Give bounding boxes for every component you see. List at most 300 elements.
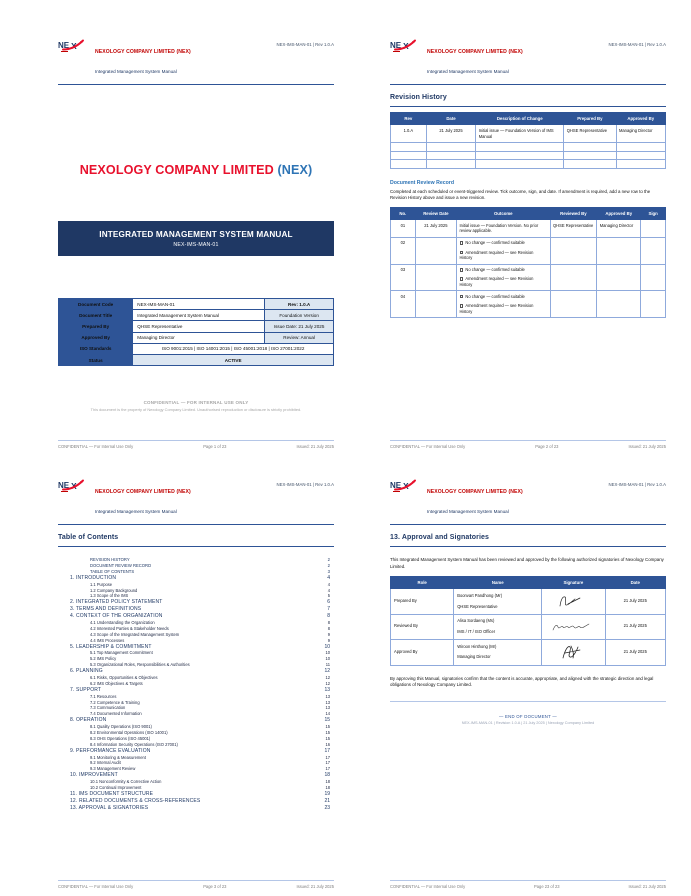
page-header — [48, 28, 344, 79]
toc-label: 9.1 Monitoring & Measurement — [90, 754, 146, 760]
toc-page: 14 — [325, 711, 330, 717]
toc-label: 8.4 Information Security Operations (ISO 27001) — [90, 741, 178, 747]
toc-page: 8 — [327, 620, 330, 625]
toc-label: 5.2 IMS Policy — [90, 656, 117, 662]
signatories-table — [390, 576, 666, 665]
svg-text:X: X — [71, 481, 77, 491]
footer-row — [58, 444, 334, 449]
toc-page: 17 — [325, 766, 330, 772]
header-doc-ref: NEX-IMS-MAN-01 | Rev 1.0.A — [276, 482, 334, 487]
cell-empty — [616, 143, 666, 152]
page-footer — [58, 440, 334, 449]
page-3-table-of-contents — [48, 468, 344, 896]
brand-block — [390, 478, 609, 519]
col-sign: Sign — [641, 207, 666, 219]
toc-label: 3. TERMS AND DEFINITIONS — [70, 606, 142, 613]
toc-label: 1.3 Scope of the IMS — [90, 593, 129, 599]
cover-body — [48, 163, 344, 413]
toc-label: 12. RELATED DOCUMENTS & CROSS-REFERENCES — [70, 797, 201, 804]
cell-prepared-by: QHSE Representative — [564, 125, 616, 143]
toc-page: 13 — [325, 693, 330, 699]
toc-label: 4.2 Interested Parties & Stakeholder Needs — [90, 625, 169, 631]
cell-signature[interactable] — [542, 639, 605, 665]
signature-mark-icon — [551, 619, 595, 634]
footer-left: CONFIDENTIAL — For Internal Use Only — [390, 884, 466, 889]
signatory-name: Boonvart Pandhong (Mr) — [457, 592, 503, 598]
table-header-row — [391, 113, 666, 125]
toc-page: 15 — [325, 724, 330, 730]
signatory-name: Wiroon Hinthong (Mr) — [457, 643, 497, 649]
toc-entry[interactable] — [70, 626, 330, 631]
cell-role: Reviewed By — [391, 614, 454, 639]
toc-entry[interactable] — [70, 575, 330, 581]
cell-role: Approved By — [391, 639, 454, 665]
page-header — [48, 468, 344, 519]
toc-page: 10 — [325, 656, 330, 662]
toc-page: 2 — [327, 557, 330, 563]
cell-approved-by: Managing Director — [597, 220, 641, 238]
footer-center: Page 2 of 23 — [535, 444, 559, 449]
page-footer — [58, 880, 334, 889]
col-outcome: Outcome — [457, 207, 551, 219]
toc-page: 4 — [327, 587, 330, 593]
col-date: Date — [426, 113, 476, 125]
cell-date: 21 July 2025 — [605, 639, 666, 665]
meta-value-iso: ISO 9001:2015 | ISO 14001:2015 | ISO 45001:2018 | ISO 27001:2022 — [133, 343, 334, 354]
footer-center: Page 23 of 23 — [534, 884, 560, 889]
col-approved-by: Approved By — [597, 207, 641, 219]
toc-page: 17 — [324, 747, 330, 754]
toc-page: 19 — [324, 790, 330, 797]
toc-page: 6 — [327, 599, 330, 606]
meta-label: Document Title — [59, 310, 133, 321]
table-row — [59, 343, 334, 354]
signatory-title: IMS / IT / ISO Officer — [457, 628, 496, 634]
toc-label: 9.2 Internal Audit — [90, 760, 121, 766]
outcome-option[interactable] — [460, 240, 548, 246]
toc-entry[interactable] — [70, 755, 330, 760]
footer-center: Page 1 of 23 — [203, 444, 227, 449]
approval-section — [380, 534, 676, 725]
cell-date: 21 July 2025 — [605, 589, 666, 614]
toc-entry[interactable] — [70, 705, 330, 710]
cell-outcome — [457, 237, 551, 264]
table-row — [391, 143, 666, 152]
svg-text:NE: NE — [58, 481, 70, 490]
cell-review-date[interactable] — [415, 291, 456, 318]
page-title: Table of Contents — [58, 534, 119, 541]
cell-outcome: Initial issue — Foundation Version. No prior review applicable. — [457, 220, 551, 238]
table-row — [391, 264, 666, 291]
brand-subtitle: Integrated Management System Manual — [427, 509, 509, 514]
brand-company: NEXOLOGY COMPANY LIMITED (NEX) — [427, 489, 523, 495]
cell-name — [454, 589, 542, 614]
outcome-option[interactable] — [460, 303, 548, 314]
col-reviewed-by: Reviewed By — [550, 207, 597, 219]
cell-sign[interactable] — [641, 220, 666, 238]
header-doc-ref: NEX-IMS-MAN-01 | Rev 1.0.A — [608, 42, 666, 47]
footer-divider — [58, 880, 334, 881]
toc-entry[interactable] — [70, 557, 330, 562]
revision-history-section — [380, 94, 676, 318]
brand-text — [95, 38, 277, 79]
toc-entry[interactable] — [70, 724, 330, 729]
brand-company: NEXOLOGY COMPANY LIMITED (NEX) — [95, 49, 191, 55]
end-reference: NEX-IMS-MAN-01 | Revision 1.0.A | 21 July 2025 | Nexology Company Limited — [461, 721, 595, 726]
cell-approved-by[interactable] — [597, 291, 641, 318]
toc-page: 8 — [327, 625, 330, 631]
cover-title-red: NEXOLOGY COMPANY LIMITED — [79, 163, 274, 177]
toc-page: 12 — [325, 675, 330, 681]
toc-entry[interactable] — [70, 730, 330, 735]
cell-reviewed-by: QHSE Representative — [550, 220, 597, 238]
toc-label: 8.2 Environmental Operations (ISO 14001) — [90, 730, 168, 736]
toc-label: 2. INTEGRATED POLICY STATEMENT — [70, 599, 163, 606]
table-row — [59, 299, 334, 310]
col-approved-by: Approved By — [616, 113, 666, 125]
signature-mark-icon — [555, 593, 591, 610]
banner-code: NEX-IMS-MAN-01 — [173, 242, 219, 248]
cell-no: 03 — [391, 264, 416, 291]
checkbox-icon[interactable] — [460, 251, 463, 254]
toc-page: 18 — [325, 779, 330, 785]
header-divider — [390, 524, 666, 525]
cell-date: 21 July 2025 — [605, 614, 666, 639]
footer-row — [390, 444, 666, 449]
outcome-option[interactable] — [460, 276, 548, 287]
cell-outcome — [457, 264, 551, 291]
toc-page: 9 — [327, 631, 330, 637]
brand-subtitle: Integrated Management System Manual — [95, 69, 177, 74]
toc-label: 6.1 Risks, Opportunities & Objectives — [90, 675, 158, 681]
toc-entry[interactable] — [70, 620, 330, 625]
toc-entry[interactable] — [70, 736, 330, 741]
table-row — [391, 125, 666, 143]
toc-entry[interactable] — [70, 700, 330, 705]
page-footer — [390, 880, 666, 889]
nex-logo-icon — [58, 478, 88, 494]
cell-review-date[interactable] — [415, 264, 456, 291]
cell-empty — [616, 151, 666, 160]
toc-entry[interactable] — [70, 569, 330, 574]
svg-text:X: X — [71, 41, 77, 51]
header-divider — [390, 84, 666, 85]
end-marker: — END OF DOCUMENT — — [499, 713, 557, 719]
brand-subtitle: Integrated Management System Manual — [427, 69, 509, 74]
cell-reviewed-by[interactable] — [550, 237, 597, 264]
meta-value: NEX-IMS-MAN-01 — [133, 299, 265, 310]
end-divider — [390, 701, 666, 702]
toc-entry[interactable] — [70, 644, 330, 650]
title-divider — [390, 546, 666, 547]
cell-reviewed-by[interactable] — [550, 264, 597, 291]
toc-entry[interactable] — [70, 599, 330, 605]
cell-empty — [476, 160, 564, 169]
signatory-title: Managing Director — [457, 654, 491, 660]
toc-page: 16 — [325, 741, 330, 747]
cell-empty — [391, 160, 427, 169]
toc-page: 15 — [325, 730, 330, 736]
toc-page: 11 — [325, 662, 330, 668]
cell-empty — [564, 143, 616, 152]
cell-empty — [426, 151, 476, 160]
toc-entry[interactable] — [70, 766, 330, 771]
meta-right: Review: Annual — [265, 332, 334, 343]
toc-label: 10.1 Nonconformity & Corrective Action — [90, 779, 162, 785]
toc-entry[interactable] — [70, 668, 330, 674]
cell-approved-by[interactable] — [597, 237, 641, 264]
toc-label: 8. OPERATION — [70, 717, 107, 724]
toc-entry[interactable] — [70, 748, 330, 754]
table-row — [391, 220, 666, 238]
cell-signature[interactable] — [542, 614, 605, 639]
meta-value: Managing Director — [133, 332, 265, 343]
signatory-title: QHSE Representative — [457, 603, 498, 609]
checkbox-icon[interactable] — [460, 304, 463, 307]
toc-label: 4.3 Scope of the Integrated Management System — [90, 631, 180, 637]
toc-label: TABLE OF CONTENTS — [90, 568, 135, 574]
toc-page: 3 — [327, 568, 330, 574]
toc-entry[interactable] — [70, 638, 330, 643]
table-row — [391, 291, 666, 318]
toc-page: 9 — [327, 637, 330, 643]
toc-entry[interactable] — [70, 785, 330, 790]
toc-label: 5.3 Organizational Roles, Responsibilities & Authorities — [90, 662, 190, 668]
table-header-row — [391, 207, 666, 219]
meta-right: Foundation Version — [265, 310, 334, 321]
toc-label: 4.1 Understanding the Organization — [90, 620, 155, 625]
toc-section — [48, 534, 344, 811]
outcome-label: No change — confirmed suitable — [465, 240, 525, 246]
toc-entry[interactable] — [70, 650, 330, 655]
toc-page: 21 — [324, 797, 330, 804]
page-header — [380, 468, 676, 519]
meta-right: Rev: 1.0.A — [265, 299, 334, 310]
footer-right: Issued: 21 July 2025 — [296, 444, 334, 449]
toc-page: 10 — [324, 643, 330, 650]
toc-entry[interactable] — [70, 798, 330, 804]
col-review-date: Review Date — [415, 207, 456, 219]
status-badge: ACTIVE — [133, 354, 334, 365]
footer-row — [390, 884, 666, 889]
cell-rev: 1.0.A — [391, 125, 427, 143]
footer-center: Page 3 of 23 — [203, 884, 227, 889]
toc-entry[interactable] — [70, 675, 330, 680]
meta-label: Approved By — [59, 332, 133, 343]
signature-mark-icon — [556, 643, 590, 661]
cell-approved-by: Managing Director — [616, 125, 666, 143]
page-footer — [390, 440, 666, 449]
banner-title: INTEGRATED MANAGEMENT SYSTEM MANUAL — [99, 230, 293, 239]
page-1-cover — [48, 28, 344, 458]
checkbox-icon[interactable] — [460, 295, 463, 298]
table-row — [391, 589, 666, 614]
cell-name — [454, 639, 542, 665]
meta-value: QHSE Representative — [133, 321, 265, 332]
meta-value: Integrated Management System Manual — [133, 310, 265, 321]
toc-entry[interactable] — [70, 656, 330, 661]
cell-empty — [426, 143, 476, 152]
table-row — [391, 614, 666, 639]
svg-text:NE: NE — [390, 41, 402, 50]
toc-page: 12 — [324, 668, 330, 675]
toc-entry[interactable] — [70, 662, 330, 667]
col-no: No. — [391, 207, 416, 219]
cell-sign[interactable] — [641, 237, 666, 264]
confidential-notice — [58, 400, 334, 413]
footer-left: CONFIDENTIAL — For Internal Use Only — [58, 884, 134, 889]
toc-page: 17 — [325, 760, 330, 766]
col-description: Description of Change — [476, 113, 564, 125]
checkbox-icon[interactable] — [460, 241, 463, 244]
toc-entry[interactable] — [70, 588, 330, 593]
confidential-title: CONFIDENTIAL — FOR INTERNAL USE ONLY — [143, 400, 249, 406]
cell-signature[interactable] — [542, 589, 605, 614]
cover-title-blue: (NEX) — [277, 163, 313, 177]
cell-empty — [391, 143, 427, 152]
toc-entry[interactable] — [70, 582, 330, 587]
toc-label: 6.2 IMS Objectives & Targets — [90, 680, 143, 686]
toc-page: 2 — [327, 562, 330, 568]
toc-entry[interactable] — [70, 779, 330, 784]
cell-no: 01 — [391, 220, 416, 238]
toc-entry[interactable] — [70, 791, 330, 797]
cell-no: 02 — [391, 237, 416, 264]
toc-entry[interactable] — [70, 711, 330, 716]
meta-right: Issue Date: 21 July 2025 — [265, 321, 334, 332]
toc-entry[interactable] — [70, 563, 330, 568]
col-prepared-by: Prepared By — [564, 113, 616, 125]
table-row — [391, 639, 666, 665]
page-title: Revision History — [390, 94, 447, 101]
toc-label: 9. PERFORMANCE EVALUATION — [70, 747, 151, 754]
toc-entry[interactable] — [70, 760, 330, 765]
toc-label: 7.2 Competence & Training — [90, 699, 140, 705]
svg-text:X: X — [403, 481, 409, 491]
header-divider — [58, 84, 334, 85]
toc-entry[interactable] — [70, 717, 330, 723]
brand-block — [58, 38, 277, 79]
cell-outcome — [457, 291, 551, 318]
end-of-document-note — [390, 714, 666, 726]
revision-history-table — [390, 112, 666, 168]
table-row — [59, 321, 334, 332]
col-rev: Rev — [391, 113, 427, 125]
footer-right: Issued: 21 July 2025 — [296, 884, 334, 889]
toc-label: 6. PLANNING — [70, 668, 103, 675]
cell-name — [454, 614, 542, 639]
toc-page: 5 — [327, 593, 330, 599]
review-record-heading: Document Review Record — [390, 179, 454, 186]
title-divider — [58, 546, 334, 547]
approval-intro: This Integrated Management System Manual has been reviewed and approved by the following authorized signatories of Nexology Company Limited. — [390, 557, 664, 569]
toc-entries-container — [70, 575, 330, 811]
signatory-name: Alisa Sordaeng (Ms) — [457, 618, 495, 623]
cell-review-date[interactable] — [415, 237, 456, 264]
cell-reviewed-by[interactable] — [550, 291, 597, 318]
title-divider — [390, 106, 666, 107]
toc-label: 7. SUPPORT — [70, 686, 102, 693]
toc-page: 10 — [325, 650, 330, 656]
nex-logo-icon — [390, 478, 420, 494]
toc-label: 4. CONTEXT OF THE ORGANIZATION — [70, 613, 163, 620]
toc-label: 1.2 Company Background — [90, 587, 138, 593]
cell-empty — [616, 160, 666, 169]
toc-label: 4.4 IMS Processes — [90, 637, 125, 643]
brand-text — [427, 478, 609, 519]
table-header-row — [391, 577, 666, 589]
cell-sign[interactable] — [641, 291, 666, 318]
outcome-label: No change — confirmed suitable — [465, 294, 525, 300]
header-doc-ref: NEX-IMS-MAN-01 | Rev 1.0.A — [276, 42, 334, 47]
outcome-option[interactable] — [460, 294, 548, 300]
toc-label: 10. IMPROVEMENT — [70, 772, 118, 779]
cell-description: Initial issue — Foundation Version of IMS Manual — [476, 125, 564, 143]
toc-entry[interactable] — [70, 632, 330, 637]
brand-text — [95, 478, 277, 519]
toc-label: 8.1 Quality Operations (ISO 9001) — [90, 724, 152, 730]
toc-label: 13. APPROVAL & SIGNATORIES — [70, 804, 149, 811]
toc-entry[interactable] — [70, 613, 330, 619]
toc-page: 13 — [325, 699, 330, 705]
toc-page: 4 — [327, 581, 330, 587]
cell-empty — [476, 151, 564, 160]
outcome-label: Amendment required — see Revision History — [459, 303, 534, 314]
nex-logo-icon — [390, 38, 420, 54]
toc-label: 7.3 Communication — [90, 705, 126, 711]
document-review-record-table — [390, 207, 666, 319]
brand-company: NEXOLOGY COMPANY LIMITED (NEX) — [95, 489, 191, 495]
table-row — [59, 332, 334, 343]
table-row — [391, 151, 666, 160]
cell-sign[interactable] — [641, 264, 666, 291]
table-row — [391, 237, 666, 264]
checkbox-icon[interactable] — [460, 277, 463, 280]
cell-role: Prepared By — [391, 589, 454, 614]
toc-label: DOCUMENT REVIEW RECORD — [90, 562, 152, 568]
toc-list — [58, 557, 334, 811]
toc-label: 10.2 Continual Improvement — [90, 785, 142, 791]
cell-approved-by[interactable] — [597, 264, 641, 291]
toc-page: 15 — [325, 735, 330, 741]
review-record-intro: Completed at each scheduled or event-triggered review. Tick outcome, sign, and date. If amendment is required, add a new row to the Revision History above and issue a new revision. — [390, 188, 651, 201]
toc-entry[interactable] — [70, 805, 330, 811]
toc-label: 1.1 Purpose — [90, 581, 113, 587]
outcome-option[interactable] — [460, 250, 548, 261]
toc-entry[interactable] — [70, 772, 330, 778]
meta-label-iso: ISO Standards — [59, 343, 133, 354]
col-name: Name — [454, 577, 542, 589]
toc-entry[interactable] — [70, 681, 330, 686]
outcome-option[interactable] — [460, 267, 548, 273]
toc-entry[interactable] — [70, 694, 330, 699]
toc-entry[interactable] — [70, 593, 330, 598]
header-doc-ref: NEX-IMS-MAN-01 | Rev 1.0.A — [608, 482, 666, 487]
toc-entry[interactable] — [70, 687, 330, 693]
brand-text — [427, 38, 609, 79]
toc-label: REVISION HISTORY — [90, 557, 130, 563]
toc-entry[interactable] — [70, 606, 330, 612]
toc-label: 11. IMS DOCUMENT STRUCTURE — [70, 790, 154, 797]
footer-right: Issued: 21 July 2025 — [628, 444, 666, 449]
outcome-label: No change — confirmed suitable — [465, 267, 525, 273]
toc-label: 9.3 Management Review — [90, 766, 136, 772]
checkbox-icon[interactable] — [460, 268, 463, 271]
cover-company-title — [58, 163, 334, 177]
footer-left: CONFIDENTIAL — For Internal Use Only — [390, 444, 466, 449]
page-2-revision-history — [380, 28, 676, 458]
toc-entry[interactable] — [70, 742, 330, 747]
